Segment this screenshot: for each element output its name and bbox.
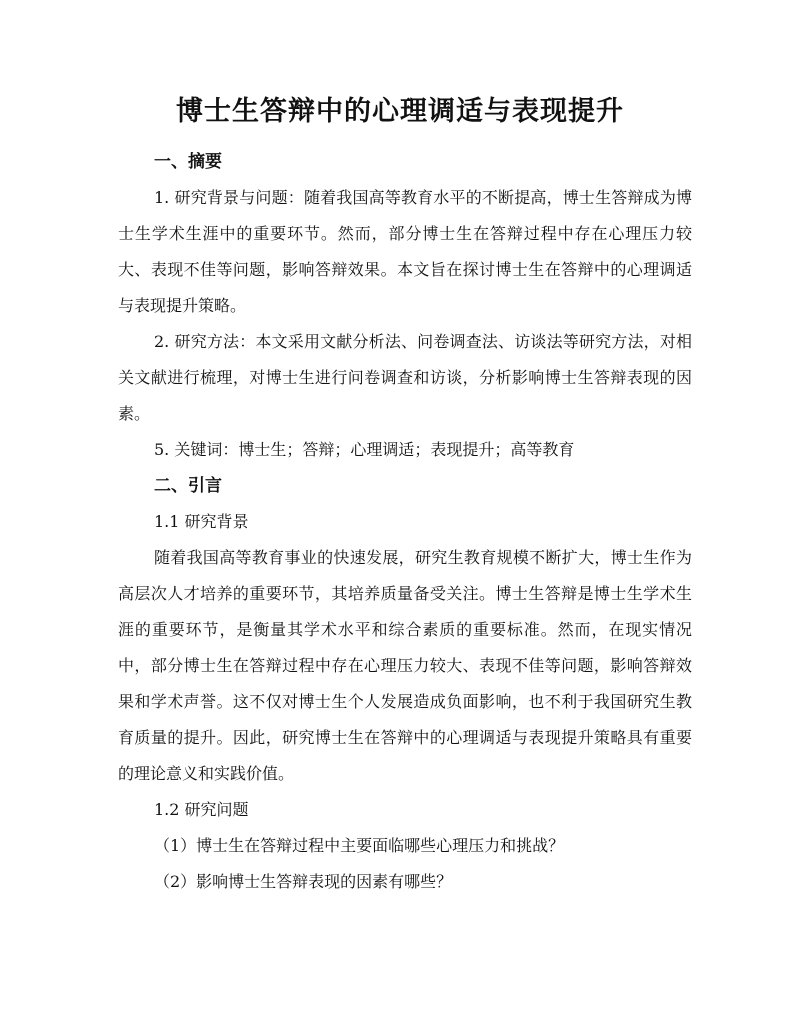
document-title: 博士生答辩中的心理调适与表现提升 [176,96,624,127]
abstract-paragraph-keywords: 5. 关键词：博士生；答辩；心理调适；表现提升；高等教育 [154,440,575,459]
subheading-research-questions: 1.2 研究问题 [154,800,249,819]
abstract-paragraph-methods: 2. 研究方法：本文采用文献分析法、问卷调查法、访谈法等研究方法，对相关文献进行梳理，对博士生进行问卷调查和访谈，分析影响博士生答辩表现的因素。 [118,332,692,423]
research-question-1: （1）博士生在答辩过程中主要面临哪些心理压力和挑战？ [154,836,565,855]
section-heading-intro: 二、引言 [154,476,222,496]
abstract-paragraph-background: 1. 研究背景与问题：随着我国高等教育水平的不断提高，博士生答辩成为博士生学术生涯中的重要环节。然而，部分博士生在答辩过程中存在心理压力较大、表现不佳等问题，影响答辩效果。本文旨在探讨博士生在答辩中的心理调适与表现提升策略。 [118,188,692,315]
document-body [118,144,692,900]
section-heading-abstract: 一、摘要 [154,152,222,172]
intro-paragraph-background: 随着我国高等教育事业的快速发展，研究生教育规模不断扩大，博士生作为高层次人才培养的重要环节，其培养质量备受关注。博士生答辩是博士生学术生涯的重要环节，是衡量其学术水平和综合素质的重要标准。然而，在现实情况中，部分博士生在答辩过程中存在心理压力较大、表现不佳等问题，影响答辩效果和学术声誉。这不仅对博士生个人发展造成负面影响，也不利于我国研究生教育质量的提升。因此，研究博士生在答辩中的心理调适与表现提升策略具有重要的理论意义和实践价值。 [118,548,692,783]
research-question-2: （2）影响博士生答辩表现的因素有哪些？ [154,872,453,891]
subheading-research-background: 1.1 研究背景 [154,512,249,531]
